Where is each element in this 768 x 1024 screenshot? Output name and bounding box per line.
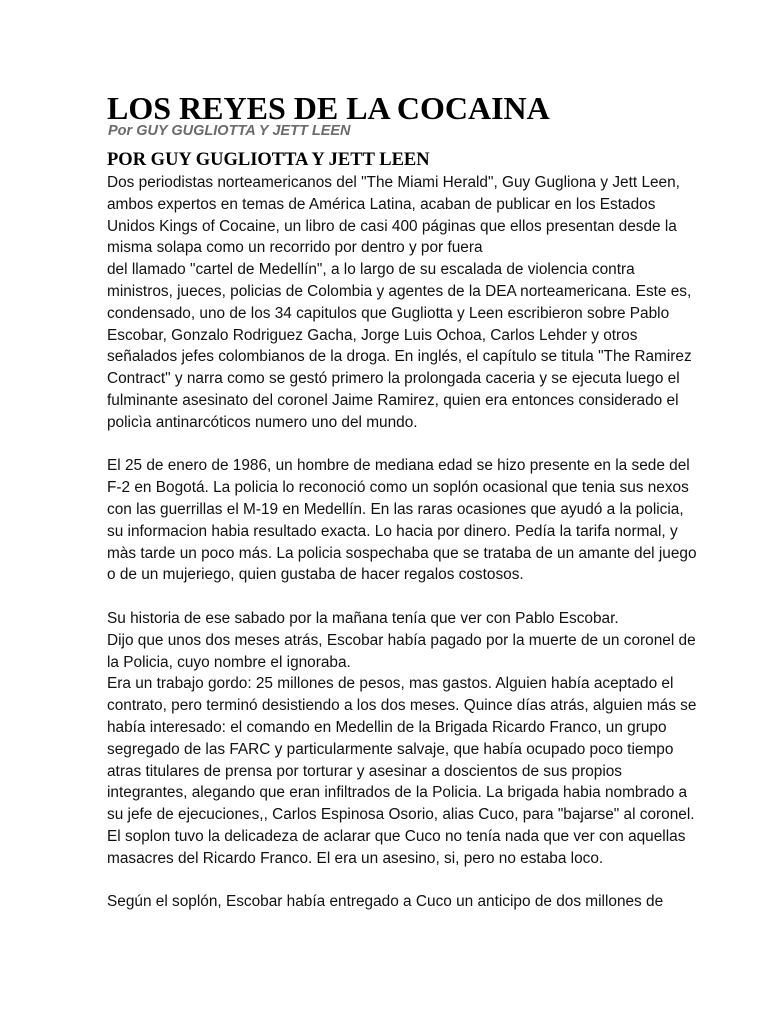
text-line: policìa antinarcóticos numero uno del mundo.: [107, 413, 418, 431]
text-line: Según el soplón, Escobar había entregado a Cuco un anticipo de dos millones de: [107, 893, 664, 911]
text-line: ministros, jueces, policias de Colombia y agentes de la DEA norteamericana. Este es,: [107, 282, 692, 300]
text-line: contrato, pero terminó desistiendo a los dos meses. Quince días atrás, alguien más se: [107, 697, 697, 715]
section-subhead: POR GUY GUGLIOTTA Y JETT LEEN: [107, 150, 430, 170]
text-line: señalados jefes colombianos de la droga. En inglés, el capítulo se titula "The Ramirez: [107, 348, 692, 366]
text-line: su informacion habia resultado exacta. Lo hacia por dinero. Pedía la tarifa normal, y: [107, 522, 678, 540]
paragraph-gap: [107, 434, 667, 456]
text-line: la Policia, cuyo nombre el ignoraba.: [107, 653, 351, 671]
byline: Por GUY GUGLIOTTA Y JETT LEEN: [108, 123, 351, 139]
text-line: El soplon tuvo la delicadeza de aclarar que Cuco no tenía nada que ver con aquellas: [107, 827, 686, 845]
text-line: había interesado: el comando en Medellin de la Brigada Ricardo Franco, un grupo: [107, 718, 667, 736]
paragraph: [107, 891, 667, 913]
document-page: [107, 88, 697, 913]
document-title: LOS REYES DE LA COCAINA: [107, 90, 550, 126]
text-line: segregado de las FARC y particularmente salvaje, que había ocupado poco tiempo: [107, 740, 674, 758]
text-line: o de un mujeriego, quien gustaba de hacer regalos costosos.: [107, 566, 524, 584]
text-line: Contract" y narra como se gestó primero la prolongada caceria y se ejecuta luego el: [107, 370, 680, 388]
text-line: F-2 en Bogotá. La policia lo reconoció como un soplón ocasional que tenia sus nexos: [107, 479, 689, 497]
text-line: Era un trabajo gordo: 25 millones de pesos, mas gastos. Alguien había aceptado el: [107, 675, 674, 693]
text-line: Dos periodistas norteamericanos del "The Miami Herald", Guy Gugliona y Jett Leen,: [107, 174, 680, 191]
text-line: Dijo que unos dos meses atrás, Escobar había pagado por la muerte de un coronel de: [107, 631, 696, 649]
article-body: [107, 172, 697, 913]
text-line: con las guerrillas el M-19 en Medellín. En las raras ocasiones que ayudó a la policia,: [107, 500, 684, 518]
paragraph: [107, 608, 697, 870]
text-line: atras titulares de prensa por torturar y asesinar a doscientos de sus propios: [107, 762, 623, 780]
text-line: ambos expertos en temas de América Latina, acaban de publicar en los Estados: [107, 195, 656, 213]
text-line: màs tarde un poco más. La policia sospechaba que se trataba de un amante del juego: [107, 544, 697, 562]
text-line: integrantes, alegando que eran infiltrados de la Policia. La brigada habia nombrado a: [107, 784, 688, 802]
text-line: misma solapa como un recorrido por dentro y por fuera: [107, 239, 483, 257]
paragraph-gap: [107, 870, 667, 892]
paragraph-gap: [107, 586, 667, 608]
text-line: del llamado "cartel de Medellín", a lo largo de su escalada de violencia contra: [107, 261, 635, 279]
text-line: El 25 de enero de 1986, un hombre de mediana edad se hizo presente en la sede del: [107, 457, 690, 475]
text-line: masacres del Ricardo Franco. El era un asesino, si, pero no estaba loco.: [107, 849, 604, 867]
text-line: fulminante asesinato del coronel Jaime Ramirez, quien era entonces considerado el: [107, 391, 679, 409]
paragraph: [107, 172, 692, 434]
text-line: Unidos Kings of Cocaine, un libro de casi 400 páginas que ellos presentan desde la: [107, 217, 677, 235]
text-line: Su historia de ese sabado por la mañana tenía que ver con Pablo Escobar.: [107, 609, 619, 627]
text-line: su jefe de ejecuciones,, Carlos Espinosa Osorio, alias Cuco, para "bajarse" al coronel.: [107, 806, 695, 824]
text-line: condensado, uno de los 34 capitulos que Gugliotta y Leen escribieron sobre Pablo: [107, 304, 670, 322]
text-line: Escobar, Gonzalo Rodriguez Gacha, Jorge Luis Ochoa, Carlos Lehder y otros: [107, 326, 638, 344]
paragraph: [107, 455, 697, 586]
